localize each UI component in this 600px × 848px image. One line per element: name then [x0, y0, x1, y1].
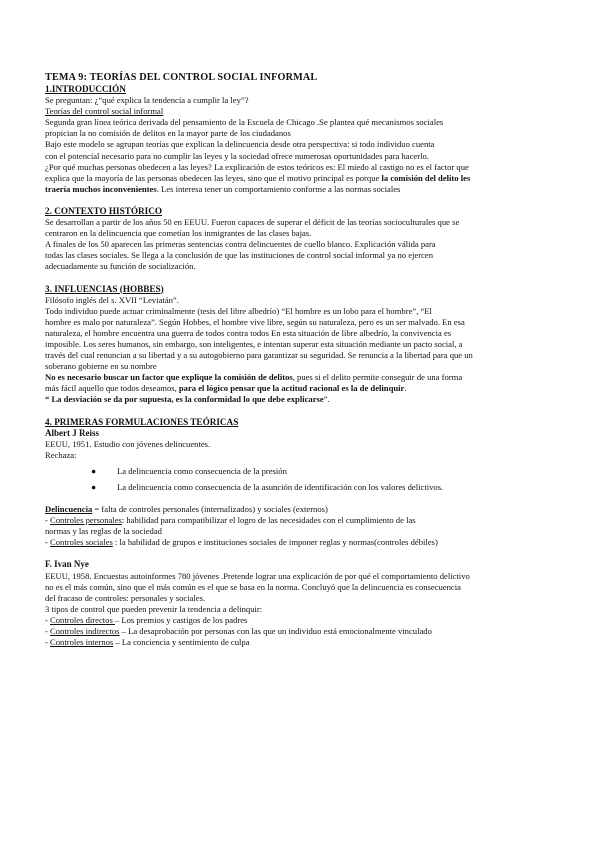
reiss-rejection-list	[45, 466, 560, 493]
intro-text: explica que la mayoría de las personas obedecen las leyes, sino que el motivo principal es porque	[45, 172, 382, 183]
influence-text: ”.	[323, 394, 330, 405]
influence-bold-text: No es necesario buscar un factor que explique la comisión de delitos	[45, 372, 293, 383]
intro-subheading: Teorías del control social informal	[45, 106, 164, 117]
author-nye: F. Ivan Nye	[45, 559, 89, 570]
dash: -	[45, 637, 51, 648]
term-controles-personales: Controles personales	[50, 515, 122, 526]
dash: -	[45, 614, 51, 625]
influence-line: soberano gobierne en su nombre	[45, 361, 157, 372]
influence-bold-text: “ La desviación se da por supuesta, es la conformidad lo que debe explicarse	[45, 394, 324, 405]
dash: -	[45, 537, 51, 548]
bullet-icon: ●	[91, 482, 97, 492]
intro-line: ¿Por qué muchas personas obedecen a las leyes? La explicación de estos teóricos es: El miedo al castigo no es el factor que	[45, 161, 469, 172]
influence-bold-text: para el lógico pensar que la actitud racional es la de delinquir	[178, 383, 405, 394]
context-line: todas las clases sociales. Se llega a la conclusión de que las instituciones de control social informal ya no ejercen	[45, 250, 434, 261]
section-heading-introduccion: 1.INTRODUCCIÓN	[45, 84, 126, 94]
term-text: : habilidad para compatibilizar el logro de las necesidades con el cumplimiento de las	[121, 515, 416, 526]
term-controles-indirectos: Controles indirectos	[50, 626, 120, 637]
intro-line	[45, 184, 560, 195]
list-item-text: La delincuencia como consecuencia de la presión	[117, 465, 287, 476]
term-controles-internos: Controles internos	[50, 637, 114, 648]
term-text: – Los premios y castigos de los padres	[114, 614, 248, 625]
intro-question: Se preguntan: ¿“qué explica la tendencia a cumplir la ley”?	[45, 95, 249, 106]
influence-line: través del cual renuncian a su libertad y a su autogobierno para garantizar su seguridad. Se renuncia a la libertad para que un	[45, 350, 473, 361]
bullet-icon: ●	[91, 465, 97, 476]
term-controles-directos: Controles directos	[50, 614, 115, 625]
context-line: A finales de los 50 aparecen las primeras sentencias contra delincuentes de cuello blanco. Explicación válida para	[45, 239, 436, 250]
intro-line: propician la no comisión de delitos en la mayor parte de los ciudadanos	[45, 128, 291, 139]
influence-line	[45, 394, 560, 405]
nye-line: 3 tipos de control que pueden prevenir la tendencia a delinquir:	[45, 603, 263, 614]
section-heading-formulaciones: 4. PRIMERAS FORMULACIONES TEÓRICAS	[45, 416, 239, 427]
reiss-controles-personales	[45, 515, 560, 526]
document-page	[45, 72, 560, 648]
reiss-line: Rechaza:	[45, 449, 77, 460]
reiss-line: normas y las reglas de la sociedad	[45, 526, 162, 537]
document-title: TEMA 9: TEORÍAS DEL CONTROL SOCIAL INFORMAL	[45, 72, 318, 83]
intro-bold-text: traería muchos inconvenientes	[45, 183, 157, 194]
influence-text: más fácil aquello que todos deseamos,	[45, 383, 179, 394]
nye-line: EEUU, 1958. Encuestas autoinformes 780 jóvenes .Pretende lograr una explicación de por qué el comportamiento delictivo	[45, 570, 470, 581]
dash: -	[45, 626, 51, 637]
nye-line: del fracaso de controles: personales y sociales.	[45, 592, 206, 603]
nye-control-item	[45, 637, 560, 648]
nye-line: no es el más común, sino que el más común es el que se basa en la norma. Concluyó que la delincuencia es consecuencia	[45, 581, 461, 592]
intro-line: Segunda gran línea teórica derivada del pensamiento de la Escuela de Chicago .Se plantea qué mecanismos sociales	[45, 117, 444, 128]
influence-text: , pues si el delito permite conseguir de una forma	[292, 372, 463, 383]
influence-line: Filósofo inglés del s. XVII “Leviatán”.	[45, 294, 179, 305]
author-reiss: Albert J Reiss	[45, 427, 99, 438]
intro-line: con el potencial necesario para no cumplir las leyes y la sociedad ofrece numerosas oportunidades para hacerlo.	[45, 150, 429, 161]
influence-line: hombre es malo por naturaleza”. Según Hobbes, el hombre vive libre, según su naturaleza, pero es un ser malvado. En esa	[45, 316, 465, 327]
intro-text: . Les interesa tener un comportamiento conforme a las normas sociales	[156, 183, 401, 194]
context-line: adecuadamente su función de socialización.	[45, 261, 196, 272]
reiss-controles-sociales	[45, 537, 560, 548]
definition-text: = falta de controles personales (internalizados) y sociales (externos)	[92, 504, 328, 515]
influence-text: .	[404, 383, 407, 394]
intro-line: Bajo este modelo se agrupan teorías que explican la delincuencia desde otra perspectiva: si todo individuo cuenta	[45, 139, 435, 150]
term-text: – La desaprobación por personas con las que un individuo está emocionalmente vinculado	[119, 626, 432, 637]
list-item-text: La delincuencia como consecuencia de la asunción de identificación con los valores delictivos.	[117, 482, 444, 492]
influence-line	[45, 372, 560, 383]
influence-line: Todo individuo puede actuar criminalmente (tesis del libre albedrío) “El hombre es un lobo para el hombre”, “El	[45, 305, 432, 316]
section-heading-contexto: 2. CONTEXTO HISTÓRICO	[45, 205, 162, 216]
context-line: Se desarrollan a partir de los años 50 en EEUU. Fueron capaces de superar el déficit de las teorías socioculturales que se	[45, 217, 460, 228]
context-line: centraron en la delincuencia que cometían los inmigrantes de las clases bajas.	[45, 228, 312, 239]
term-text: – La conciencia y sentimiento de culpa	[113, 637, 250, 648]
influence-line: naturaleza, el hombre encuentra una guerra de todos contra todos En esta situación de libre albedrío, la convivencia es	[45, 327, 452, 338]
reiss-definition	[45, 504, 560, 515]
dash: -	[45, 515, 51, 526]
term-controles-sociales: Controles sociales	[50, 537, 113, 548]
definition-term: Delincuencia	[45, 504, 93, 515]
term-text: : la habilidad de grupos e instituciones sociales de imponer reglas y normas(controles débiles)	[112, 537, 438, 548]
influence-line: imposible. Los seres humanos, sin embargo, son inteligentes, e intentan superar esta situación mediante un pacto social, a	[45, 338, 463, 349]
intro-line	[45, 173, 560, 184]
list-item	[45, 482, 560, 493]
nye-control-item	[45, 615, 560, 626]
influence-line	[45, 383, 560, 394]
list-item	[45, 466, 560, 477]
section-heading-influencias: 3. INFLUENCIAS (HOBBES)	[45, 283, 164, 294]
nye-control-item	[45, 626, 560, 637]
intro-bold-text: la comisión del delito les	[381, 172, 471, 183]
reiss-line: EEUU, 1951. Estudio con jóvenes delincuentes.	[45, 438, 211, 449]
